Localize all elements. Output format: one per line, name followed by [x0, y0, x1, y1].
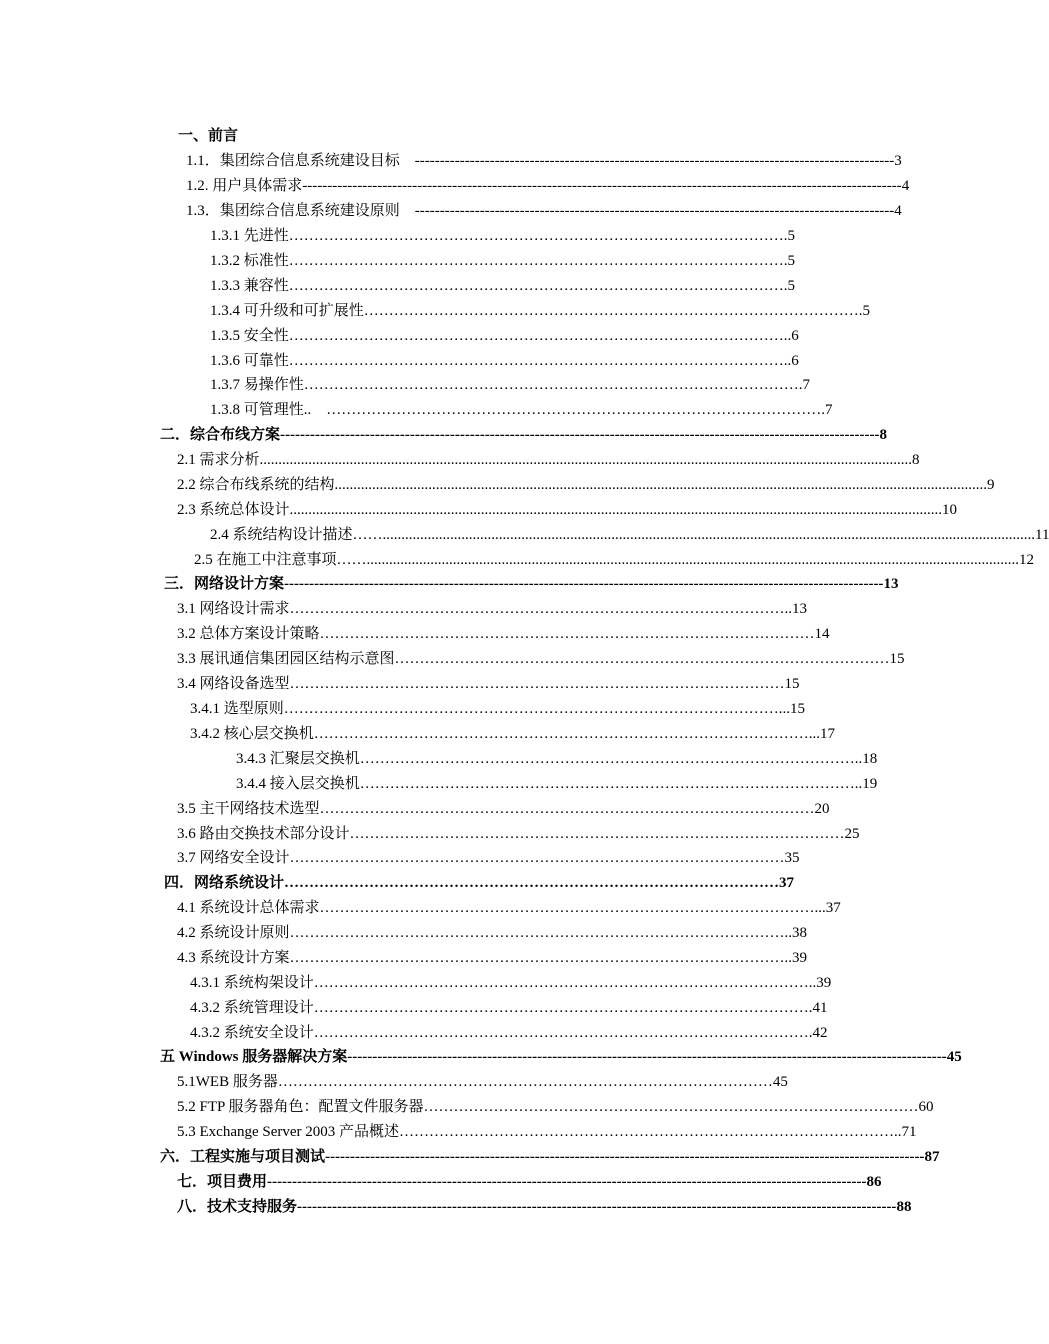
toc-entry[interactable] — [177, 1121, 917, 1143]
toc-entry[interactable] — [177, 1096, 934, 1118]
toc-entry-title: 3.3 展讯通信集团园区结构示意图 — [177, 651, 395, 667]
toc-entry-page-number: .5 — [783, 278, 796, 294]
toc-entry-page-number: 15 — [889, 651, 905, 667]
toc-entry[interactable] — [190, 972, 832, 994]
toc-entry[interactable] — [190, 997, 828, 1019]
toc-entry-title: 1.3．集团综合信息系统建设原则 — [186, 203, 415, 219]
toc-entry[interactable] — [177, 1171, 882, 1193]
toc-entry-title: 四．网络系统设计 — [164, 875, 285, 891]
toc-entry[interactable] — [177, 922, 808, 944]
toc-entry-page-number: 10 — [942, 502, 958, 518]
toc-entry-title: 三．网络设计方案 — [164, 576, 285, 592]
toc-entry-title: 3.4 网络设备选型 — [177, 676, 290, 692]
toc-entry-leader: ……………………………………………………………………………………… — [288, 278, 784, 294]
toc-entry[interactable] — [210, 350, 799, 372]
toc-entry-leader: ……………………………………………………………………………………… — [313, 1000, 809, 1016]
toc-entry[interactable] — [164, 872, 795, 894]
toc-entry-leader: ……………………………………………………………………………………… — [313, 975, 809, 991]
toc-entry[interactable] — [210, 250, 796, 272]
toc-entry-leader: .............................................................................................................................................................................. — [382, 527, 1036, 543]
toc-entry-title: 七．项目费用 — [177, 1174, 268, 1190]
toc-entry[interactable] — [177, 673, 800, 695]
toc-entry-leader: ……………………………………………………………………………………… — [289, 925, 785, 941]
toc-entry-title: 4.2 系统设计原则 — [177, 925, 290, 941]
toc-entry-leader: ------------------------------------------------------------------------------------------------------------------------ — [325, 1149, 925, 1165]
toc-entry-title: 5.1WEB 服务器 — [177, 1074, 278, 1090]
toc-entry-title: 4.3.2 系统安全设计 — [190, 1025, 314, 1041]
toc-entry-title: 1.1．集团综合信息系统建设目标 — [186, 153, 415, 169]
toc-entry-leader: ……………………………………………………………………………………… — [394, 651, 890, 667]
toc-entry-leader: ……………………………………………………………………………………… — [277, 1074, 773, 1090]
toc-entry-leader: ……………………………………………………………………………………… — [288, 228, 784, 244]
toc-entry-title: 3.6 路由交换技术部分设计 — [177, 826, 350, 842]
toc-entry-page-number: ..39 — [808, 975, 832, 991]
toc-entry-title: 1.3.3 兼容性 — [210, 278, 289, 294]
toc-entry-title: 3.4.4 接入层交换机 — [236, 776, 360, 792]
toc-entry[interactable] — [177, 449, 920, 471]
toc-entry[interactable] — [160, 1146, 940, 1168]
toc-entry-title: 1.2. 用户具体需求 — [186, 178, 303, 194]
toc-entry-leader: ……………………………………………………………………………………… — [319, 900, 815, 916]
toc-entry-title: 五 Windows 服务器解决方案 — [160, 1049, 348, 1065]
toc-entry[interactable] — [194, 549, 1035, 571]
toc-entry[interactable] — [210, 325, 799, 347]
toc-entry-leader: ……………………………………………………………………………………… — [319, 626, 815, 642]
toc-entry-title: 1.3.6 可靠性 — [210, 353, 289, 369]
toc-entry-leader: ……………………………………………………………………………………… — [363, 303, 859, 319]
toc-entry-page-number: 45 — [772, 1074, 788, 1090]
toc-entry-leader: ……………………………………………………………………………………… — [423, 1099, 919, 1115]
toc-entry-title: 1.3.2 标准性 — [210, 253, 289, 269]
toc-entry-title: 2.2 综合布线系统的结构 — [177, 477, 335, 493]
toc-entry[interactable] — [210, 374, 811, 396]
toc-entry[interactable] — [160, 1046, 962, 1068]
toc-entry[interactable] — [190, 1022, 828, 1044]
toc-entry-page-number: .5 — [783, 228, 796, 244]
toc-entry-page-number: 37 — [779, 875, 795, 891]
toc-entry-page-number: ...37 — [814, 900, 841, 916]
toc-entry-leader: ……………………………………………………………………………………… — [289, 850, 785, 866]
toc-entry-leader: .............................................................................................................................................................................. — [366, 552, 1020, 568]
toc-entry-title: 3.2 总体方案设计策略 — [177, 626, 320, 642]
toc-entry-page-number: 20 — [814, 801, 830, 817]
toc-entry-page-number: ..13 — [784, 601, 808, 617]
toc-entry-title: 3.4.3 汇聚层交换机 — [236, 751, 360, 767]
toc-entry-leader: ……………………………………………………………………………………… — [359, 776, 855, 792]
toc-entry[interactable] — [177, 897, 841, 919]
toc-entry-title: 八．技术支持服务 — [177, 1199, 298, 1215]
toc-entry-title: 4.3.2 系统管理设计 — [190, 1000, 314, 1016]
toc-entry-title: 1.3.5 安全性 — [210, 328, 289, 344]
toc-entry-page-number: ..6 — [783, 353, 799, 369]
toc-entry-page-number: ...17 — [808, 726, 836, 742]
toc-entry-page-number: 35 — [784, 850, 800, 866]
toc-entry[interactable] — [210, 300, 871, 322]
toc-entry-leader: ------------------------------------------------------------------------------------------------------------------------ — [297, 1199, 897, 1215]
toc-entry-leader: ……………………………………………………………………………………… — [349, 826, 845, 842]
toc-entry[interactable] — [210, 524, 1049, 546]
toc-entry-page-number: .5 — [783, 253, 796, 269]
toc-entry-page-number: 86 — [866, 1174, 882, 1190]
toc-entry[interactable] — [164, 573, 899, 595]
toc-entry-leader: .............................................................................................................................................................................. — [289, 502, 943, 518]
toc-entry-leader: ……………………………………………………………………………………… — [288, 253, 784, 269]
toc-entry[interactable] — [177, 1071, 788, 1093]
toc-entry-title: 5.3 Exchange Server 2003 产品概述 — [177, 1124, 400, 1140]
toc-entry[interactable] — [177, 623, 830, 645]
toc-entry-title: 2.1 需求分析 — [177, 452, 260, 468]
toc-entry-leader: .............................................................................................................................................................................. — [334, 477, 988, 493]
toc-entry-leader: ……………………………………………………………………………………… — [399, 1124, 895, 1140]
toc-entry-page-number: ..38 — [784, 925, 808, 941]
toc-entry-page-number: 8 — [879, 427, 887, 443]
toc-entry-page-number: .41 — [808, 1000, 828, 1016]
toc-entry-title: 4.3 系统设计方案 — [177, 950, 290, 966]
toc-entry-page-number: 60 — [918, 1099, 934, 1115]
toc-entry-leader: ……………………………………………………………………………………… — [288, 353, 784, 369]
toc-entry[interactable] — [177, 823, 860, 845]
toc-entry[interactable] — [160, 424, 887, 446]
toc-entry[interactable] — [177, 648, 905, 670]
toc-entry-title: 六．工程实施与项目测试 — [160, 1149, 326, 1165]
toc-entry-title: 1.3.4 可升级和可扩展性 — [210, 303, 364, 319]
toc-entry-page-number: ..18 — [854, 751, 878, 767]
toc-entry-page-number: .42 — [808, 1025, 828, 1041]
toc-entry-title: 3.4.1 选型原则 — [190, 701, 284, 717]
toc-entry-page-number: 9 — [987, 477, 995, 493]
toc-entry-title: 5.2 FTP 服务器角色：配置文件服务器 — [177, 1099, 424, 1115]
toc-entry-title: 1.3.1 先进性 — [210, 228, 289, 244]
toc-entry-page-number: 4 — [901, 178, 910, 194]
toc-entry-title: 3.1 网络设计需求 — [177, 601, 290, 617]
toc-entry-title: 一、前言 — [178, 128, 239, 144]
toc-entry-leader: ……………………………………………………………………………………… — [284, 875, 780, 891]
toc-entry-page-number: 88 — [896, 1199, 912, 1215]
toc-entry-leader: ------------------------------------------------------------------------------------------------ — [414, 153, 895, 169]
toc-entry-leader: ------------------------------------------------------------------------------------------------------------------------ — [267, 1174, 867, 1190]
toc-entry-page-number: 15 — [784, 676, 800, 692]
toc-entry-page-number: 87 — [924, 1149, 940, 1165]
toc-entry-leader: ------------------------------------------------------------------------------------------------------------------------ — [347, 1049, 947, 1065]
toc-entry[interactable] — [236, 773, 878, 795]
toc-entry-leader: ……………………………………………………………………………………… — [288, 328, 784, 344]
toc-entry-page-number: .7 — [821, 402, 833, 418]
toc-entry-title: 1.3.7 易操作性 — [210, 377, 304, 393]
toc-entry[interactable] — [177, 1196, 912, 1218]
toc-entry[interactable] — [236, 748, 878, 770]
toc-entry[interactable] — [190, 723, 836, 745]
toc-entry-title: 2.4 系统结构设计描述…… — [210, 527, 383, 543]
toc-entry[interactable] — [177, 598, 808, 620]
toc-entry-leader: ……………………………………………………………………………………… — [289, 950, 785, 966]
toc-entry-leader: ------------------------------------------------------------------------------------------------ — [414, 203, 895, 219]
toc-entry-title: 2.3 系统总体设计 — [177, 502, 290, 518]
toc-entry[interactable] — [177, 499, 958, 521]
toc-entry-leader: ------------------------------------------------------------------------------------------------------------------------ — [280, 427, 880, 443]
toc-entry-leader: ……………………………………………………………………………………… — [289, 676, 785, 692]
toc-entry[interactable] — [210, 225, 796, 247]
toc-entry-title: 2.5 在施工中注意事项…… — [194, 552, 367, 568]
toc-entry-leader: ……………………………………………………………………………………… — [313, 1025, 809, 1041]
toc-entry[interactable] — [186, 175, 910, 197]
toc-entry-page-number: ...15 — [778, 701, 806, 717]
toc-entry[interactable] — [177, 847, 800, 869]
toc-entry-page-number: 14 — [814, 626, 830, 642]
toc-entry-leader: ------------------------------------------------------------------------------------------------------------------------ — [302, 178, 902, 194]
toc-entry-leader: ……………………………………………………………………………………… — [313, 726, 809, 742]
toc-entry-page-number: 3 — [894, 153, 902, 169]
toc-entry-page-number: 8 — [912, 452, 920, 468]
toc-entry-page-number: 12 — [1019, 552, 1035, 568]
toc-entry-page-number: .5 — [858, 303, 871, 319]
toc-entry-page-number: 45 — [946, 1049, 962, 1065]
toc-entry-leader: .............................................................................................................................................................................. — [259, 452, 913, 468]
toc-entry-title: 二．综合布线方案 — [160, 427, 281, 443]
toc-entry-title: 3.7 网络安全设计 — [177, 850, 290, 866]
toc-entry-page-number: ..71 — [894, 1124, 917, 1140]
toc-entry-page-number: ..19 — [854, 776, 878, 792]
toc-entry[interactable] — [178, 125, 240, 147]
toc-entry[interactable] — [210, 275, 796, 297]
toc-entry-title: 1.3.8 可管理性.. — [210, 402, 312, 418]
toc-entry[interactable] — [186, 200, 902, 222]
toc-entry-page-number: 11 — [1035, 527, 1049, 543]
toc-entry-page-number: 13 — [883, 576, 899, 592]
toc-entry-page-number: ..39 — [784, 950, 808, 966]
toc-entry-leader: ……………………………………………………………………………………… — [303, 377, 799, 393]
toc-entry-leader: ……………………………………………………………………………………… — [359, 751, 855, 767]
toc-entry[interactable] — [186, 150, 902, 172]
toc-entry-leader: ……………………………………………………………………………………… — [283, 701, 779, 717]
toc-entry-page-number: 25 — [844, 826, 860, 842]
toc-entry-page-number: ..6 — [783, 328, 799, 344]
toc-entry[interactable] — [177, 947, 808, 969]
toc-entry-leader: ------------------------------------------------------------------------------------------------------------------------ — [284, 576, 884, 592]
toc-entry-title: 3.5 主干网络技术选型 — [177, 801, 320, 817]
toc-entry[interactable] — [177, 474, 995, 496]
toc-entry-page-number: 4 — [894, 203, 902, 219]
toc-entry[interactable] — [177, 798, 830, 820]
toc-entry[interactable] — [210, 399, 833, 421]
toc-entry-page-number: .7 — [798, 377, 811, 393]
toc-entry-title: 4.1 系统设计总体需求 — [177, 900, 320, 916]
toc-entry-title: 4.3.1 系统构架设计 — [190, 975, 314, 991]
toc-entry-leader: ……………………………………………………………………………………… — [319, 801, 815, 817]
toc-entry[interactable] — [190, 698, 806, 720]
toc-entry-title: 3.4.2 核心层交换机 — [190, 726, 314, 742]
toc-entry-leader: ……………………………………………………………………………………… — [289, 601, 785, 617]
toc-entry-leader: ……………………………………………………………………………………… — [311, 402, 822, 418]
